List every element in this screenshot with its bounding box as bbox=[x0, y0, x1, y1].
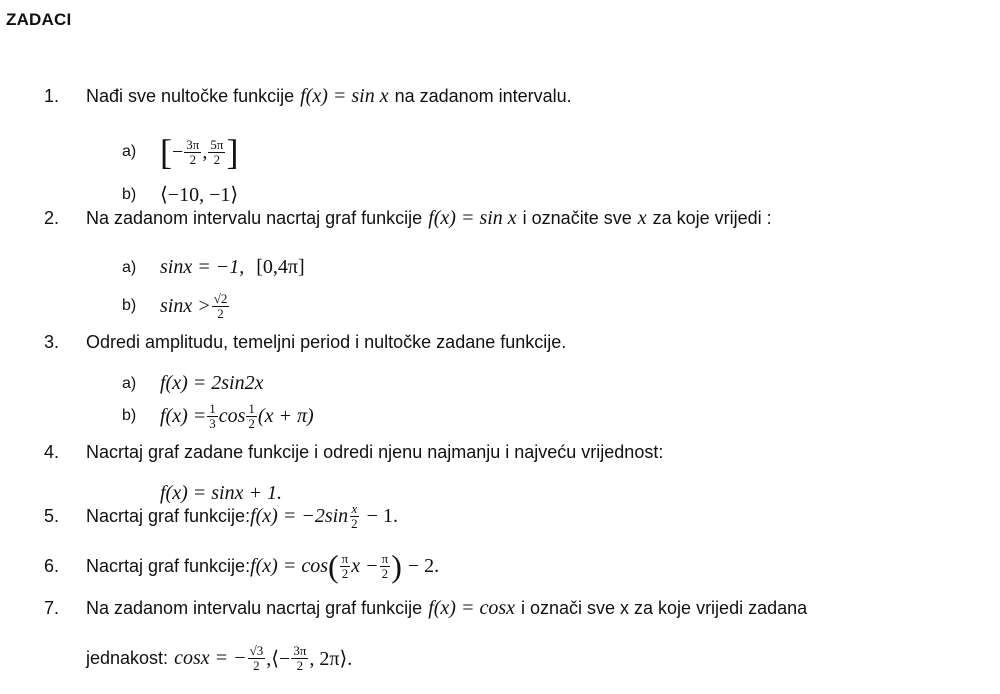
denominator: 2 bbox=[351, 515, 358, 531]
math-expression: sinx > bbox=[160, 294, 211, 317]
fraction bbox=[208, 138, 225, 166]
text-segment: Nacrtaj graf funkcije: bbox=[86, 505, 251, 526]
fraction bbox=[212, 292, 230, 320]
sub-label: b) bbox=[122, 297, 137, 315]
math-expression: x − bbox=[351, 554, 379, 577]
numerator: 3π bbox=[293, 643, 307, 658]
fraction bbox=[340, 552, 351, 580]
text-segment: Na zadanom intervalu nacrtaj graf funkcije bbox=[86, 207, 423, 228]
math-interval: [0,4π] bbox=[256, 256, 305, 278]
numerator: x bbox=[351, 500, 358, 516]
function-expression: f(x) = cosx bbox=[428, 596, 515, 619]
math-expression: f(x) = sinx + 1. bbox=[160, 482, 282, 504]
task-number: 6. bbox=[44, 555, 60, 576]
task-text: Odredi amplitudu, temeljni period i nultočke zadane funkcije. bbox=[86, 331, 567, 352]
sub-label: a) bbox=[122, 258, 137, 276]
math-expression: − 2. bbox=[407, 554, 440, 577]
task-2b bbox=[122, 292, 230, 320]
task-number: 2. bbox=[44, 207, 60, 228]
task-number: 5. bbox=[44, 505, 60, 526]
text-segment: Na zadanom intervalu nacrtaj graf funkcije bbox=[86, 597, 423, 618]
math-expression: cosx = − bbox=[174, 646, 247, 669]
denominator: 2 bbox=[341, 565, 349, 581]
math-expression: f(x) = −2sin bbox=[250, 504, 349, 527]
bracket: [ bbox=[160, 132, 172, 172]
text-segment: i označite sve bbox=[522, 207, 632, 228]
task-3b bbox=[122, 402, 314, 430]
numerator: 5π bbox=[210, 136, 224, 152]
task-text bbox=[86, 502, 398, 530]
math-expression: , 2π⟩. bbox=[309, 647, 353, 670]
task-number: 3. bbox=[44, 331, 60, 352]
task-text bbox=[86, 207, 772, 230]
numerator: √3 bbox=[249, 643, 264, 658]
task-text bbox=[86, 550, 439, 582]
task-3a bbox=[122, 372, 263, 395]
denominator: 2 bbox=[189, 151, 197, 167]
paren: ) bbox=[391, 548, 402, 584]
denominator: 2 bbox=[213, 151, 221, 167]
task-number: 4. bbox=[44, 441, 60, 462]
math-expression: f(x) = bbox=[160, 404, 207, 427]
numerator: π bbox=[381, 550, 389, 566]
function-expression: f(x) = sin x bbox=[300, 84, 389, 107]
text-segment: Nađi sve nultočke funkcije bbox=[86, 85, 295, 106]
denominator: 3 bbox=[209, 415, 216, 431]
task-text bbox=[86, 597, 807, 620]
task-number: 7. bbox=[44, 597, 60, 618]
text-segment: na zadanom intervalu. bbox=[394, 85, 572, 106]
sub-label: a) bbox=[122, 143, 137, 160]
denominator: 2 bbox=[296, 657, 304, 673]
fraction bbox=[349, 502, 360, 530]
text-segment: za koje vrijedi : bbox=[652, 207, 772, 228]
fraction bbox=[246, 402, 257, 430]
math-expression: (x + π) bbox=[257, 404, 314, 427]
denominator: 2 bbox=[253, 657, 260, 673]
denominator: 2 bbox=[381, 565, 389, 581]
task-7-line2 bbox=[86, 644, 352, 672]
task-2a bbox=[122, 256, 305, 279]
fraction bbox=[291, 644, 308, 672]
math-expression: cos bbox=[218, 404, 246, 427]
fraction bbox=[248, 644, 266, 672]
variable: x bbox=[637, 206, 647, 229]
text-segment: i označi sve x za koje vrijedi zadana bbox=[520, 597, 808, 618]
page-title: ZADACI bbox=[6, 10, 72, 29]
task-1a bbox=[122, 134, 238, 170]
sub-label: b) bbox=[122, 407, 137, 425]
math-expression: ⟨−10, −1⟩ bbox=[160, 184, 239, 206]
sub-label: a) bbox=[122, 374, 137, 392]
fraction bbox=[207, 402, 218, 430]
denominator: 2 bbox=[217, 305, 224, 321]
task-text bbox=[86, 85, 572, 108]
paren: ( bbox=[328, 548, 339, 584]
text-segment: Nacrtaj graf funkcije: bbox=[86, 555, 251, 576]
math-expression: f(x) = 2sin2x bbox=[160, 372, 264, 394]
task-1b bbox=[122, 182, 238, 207]
math-expression: sinx = −1, bbox=[160, 256, 245, 278]
fraction bbox=[380, 552, 391, 580]
task-number: 1. bbox=[44, 85, 60, 106]
numerator: 3π bbox=[186, 136, 200, 152]
function-expression: f(x) = sin x bbox=[428, 206, 517, 229]
bracket: ] bbox=[226, 132, 239, 172]
math-expression: ,⟨− bbox=[266, 647, 291, 670]
task-text: Nacrtaj graf zadane funkcije i odredi njenu najmanju i najveću vrijednost: bbox=[86, 441, 664, 462]
numerator: π bbox=[341, 550, 349, 566]
numerator: 1 bbox=[248, 401, 255, 416]
numerator: √2 bbox=[213, 291, 228, 306]
fraction bbox=[184, 138, 201, 166]
math-expression: − 1. bbox=[366, 504, 398, 527]
numerator: 1 bbox=[209, 401, 216, 416]
denominator: 2 bbox=[248, 415, 255, 431]
math-symbol: , bbox=[202, 140, 208, 163]
math-symbol: − bbox=[172, 140, 184, 163]
sub-label: b) bbox=[122, 185, 137, 203]
math-expression: f(x) = cos bbox=[250, 554, 328, 577]
text-segment: jednakost: bbox=[86, 647, 169, 668]
